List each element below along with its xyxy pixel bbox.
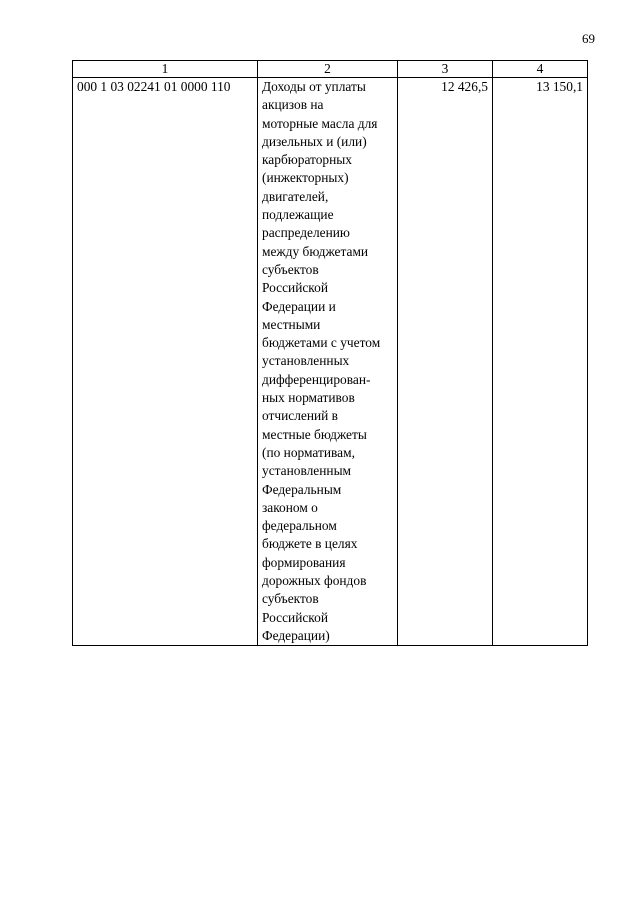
description-line: Российской	[262, 280, 328, 296]
description-line: Доходы от уплаты	[262, 79, 366, 94]
description-line: Российской	[262, 609, 328, 625]
description-line: бюджетами с учетом	[262, 335, 381, 351]
column-header-3: 3	[398, 61, 493, 78]
budget-table	[72, 60, 588, 646]
description-line: местные бюджеты	[262, 426, 367, 442]
column-header-1: 1	[73, 61, 258, 78]
description-line: Федерации)	[262, 627, 330, 643]
header-row	[73, 61, 588, 78]
description-line: подлежащие	[262, 207, 334, 223]
description-line: Федерации и	[262, 298, 336, 314]
description-line: ных нормативов	[262, 390, 355, 406]
description-line: акцизов на	[262, 97, 324, 113]
description-line: местными	[262, 316, 321, 332]
description-line: (по нормативам,	[262, 444, 355, 460]
description-line: (инжекторных)	[262, 170, 349, 186]
description-line: субъектов	[262, 591, 319, 607]
description-line: между бюджетами	[262, 243, 369, 259]
income-description	[258, 78, 398, 646]
column-header-4: 4	[493, 61, 588, 78]
description-line: субъектов	[262, 261, 319, 277]
description-line: Федеральным	[262, 481, 342, 497]
description-line: формирования	[262, 554, 346, 570]
table-row	[73, 78, 588, 646]
description-line: бюджете в целях	[262, 536, 358, 552]
value-column-4: 13 150,1	[493, 78, 588, 646]
description-line: отчислений в	[262, 408, 339, 424]
description-line: карбюраторных	[262, 152, 352, 168]
column-header-2: 2	[258, 61, 398, 78]
value-column-3: 12 426,5	[398, 78, 493, 646]
classification-code: 000 1 03 02241 01 0000 110	[73, 78, 258, 646]
description-line: дорожных фондов	[262, 573, 367, 589]
description-line: законом о	[262, 499, 318, 515]
description-line: установленных	[262, 353, 350, 369]
description-line: распределению	[262, 225, 350, 241]
page-number: 69	[582, 31, 595, 46]
description-line: дифференцирован-	[262, 371, 371, 387]
description-line: дизельных и (или)	[262, 133, 367, 149]
description-line: двигателей,	[262, 188, 329, 204]
description-line: установленным	[262, 463, 352, 479]
description-line: федеральном	[262, 518, 337, 534]
description-line: моторные масла для	[262, 115, 378, 131]
